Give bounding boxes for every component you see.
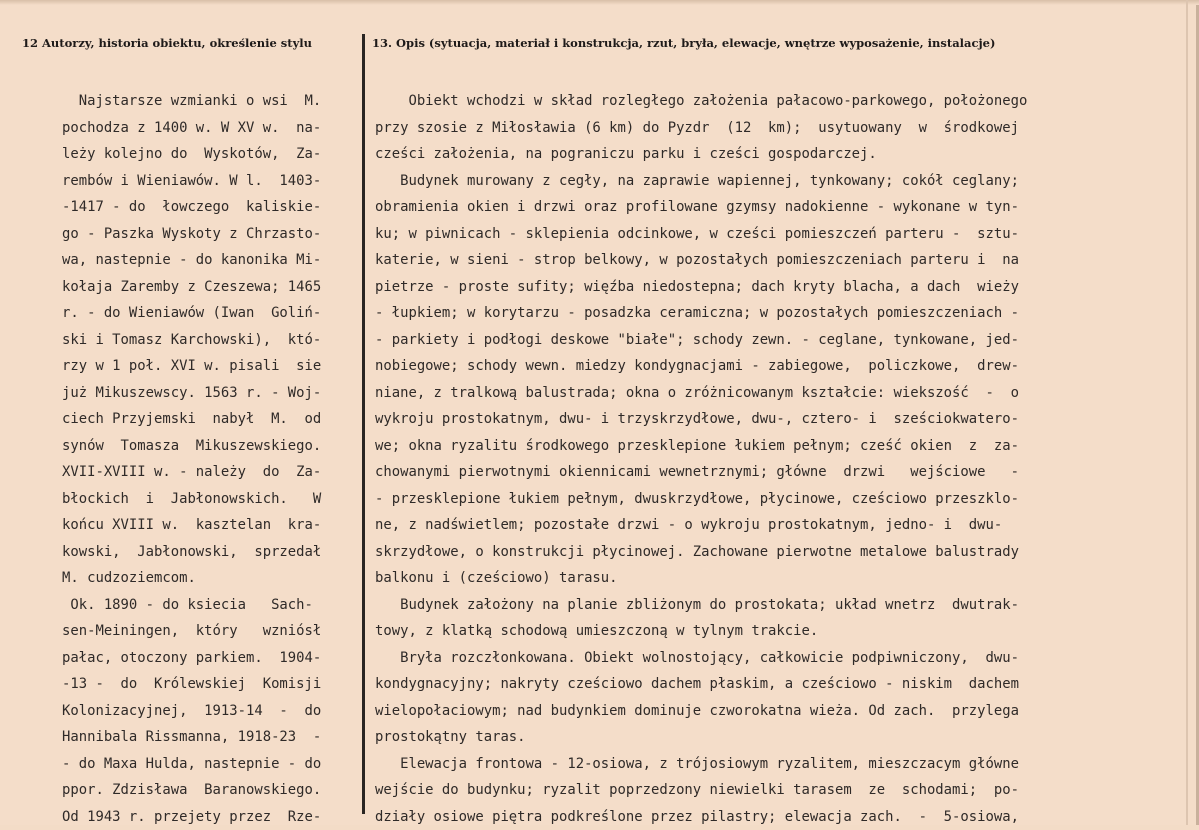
history-text-line: rembów i Wieniawów. W l. 1403- — [62, 168, 350, 195]
history-text-line: pochodza z 1400 w. W XV w. na- — [62, 115, 350, 142]
history-text-line: Najstarsze wzmianki o wsi M. — [62, 88, 350, 115]
description-text-line: wejście do budynku; ryzalit poprzedzony niewielki tarasem ze schodami; po- — [375, 777, 1153, 804]
card-top-edge — [0, 0, 1199, 5]
history-text-line: go - Paszka Wyskoty z Chrzasto- — [62, 221, 350, 248]
description-text-line: wielopołaciowym; nad budynkiem dominuje czworokatna wieża. Od zach. przylega — [375, 698, 1153, 725]
description-text-line: we; okna ryzalitu środkowego przesklepione łukiem pełnym; cześć okien z za- — [375, 433, 1153, 460]
description-text-line: ne, z nadświetlem; pozostałe drzwi - o wykroju prostokatnym, jedno- i dwu- — [375, 512, 1153, 539]
description-text-line: pietrze - proste sufity; więźba niedostepna; dach kryty blacha, a dach wieży — [375, 274, 1153, 301]
history-text-column — [62, 88, 350, 830]
description-text-line: cześci założenia, na pograniczu parku i cześci gospodarczej. — [375, 141, 1153, 168]
history-text-line: ski i Tomasz Karchowski), któ- — [62, 327, 350, 354]
description-text-line: ku; w piwnicach - sklepienia odcinkowe, w cześci pomieszczeń parteru - sztu- — [375, 221, 1153, 248]
history-text-line: sen-Meiningen, który wzniósł — [62, 618, 350, 645]
description-text-line: towy, z klatką schodową umieszczoną w tylnym trakcie. — [375, 618, 1153, 645]
section-12-header: 12 Autorzy, historia obiektu, określenie stylu — [22, 36, 312, 50]
history-text-line: Hannibala Rissmanna, 1918-23 - — [62, 724, 350, 751]
section-13-header: 13. Opis (sytuacja, materiał i konstrukcja, rzut, bryła, elewacje, wnętrze wyposażenie, instalacje) — [372, 36, 995, 50]
history-text-line: Kolonizacyjnej, 1913-14 - do — [62, 698, 350, 725]
history-text-line: Od 1943 r. przejety przez Rze- — [62, 804, 350, 830]
card-right-edge — [1186, 0, 1188, 825]
description-text-line: niane, z tralkową balustrada; okna o zróżnicowanym kształcie: wiekszość - o — [375, 380, 1153, 407]
description-text-line: kondygnacyjny; nakryty cześciowo dachem płaskim, a cześciowo - niskim dachem — [375, 671, 1153, 698]
history-text-line: M. cudzoziemcom. — [62, 565, 350, 592]
history-text-line: -13 - do Królewskiej Komisji — [62, 671, 350, 698]
history-text-line: pałac, otoczony parkiem. 1904- — [62, 645, 350, 672]
history-text-line: synów Tomasza Mikuszewskiego. — [62, 433, 350, 460]
description-text-line: przy szosie z Miłosławia (6 km) do Pyzdr (12 km); usytuowany w środkowej — [375, 115, 1153, 142]
description-text-line: Elewacja frontowa - 12-osiowa, z trójosiowym ryzalitem, mieszczacym główne — [375, 751, 1153, 778]
history-text-line: kołaja Zaremby z Czeszewa; 1465 — [62, 274, 350, 301]
history-text-line: ciech Przyjemski nabył M. od — [62, 406, 350, 433]
description-text-line: Budynek murowany z cegły, na zaprawie wapiennej, tynkowany; cokół ceglany; — [375, 168, 1153, 195]
column-divider — [362, 34, 365, 814]
description-text-line: skrzydłowe, o konstrukcji płycinowej. Zachowane pierwotne metalowe balustrady — [375, 539, 1153, 566]
description-text-line: wykroju prostokatnym, dwu- i trzyskrzydłowe, dwu-, cztero- i sześciokwatero- — [375, 406, 1153, 433]
description-text-line: Obiekt wchodzi w skład rozległego założenia pałacowo-parkowego, położonego — [375, 88, 1153, 115]
description-text-line: prostokątny taras. — [375, 724, 1153, 751]
history-text-line: już Mikuszewscy. 1563 r. - Woj- — [62, 380, 350, 407]
history-text-line: leży kolejno do Wyskotów, Za- — [62, 141, 350, 168]
history-text-line: rzy w 1 poł. XVI w. pisali sie — [62, 353, 350, 380]
history-text-line: - do Maxa Hulda, nastepnie - do — [62, 751, 350, 778]
history-text-line: kowski, Jabłonowski, sprzedał — [62, 539, 350, 566]
history-text-line: końcu XVIII w. kasztelan kra- — [62, 512, 350, 539]
description-text-line: balkonu i (cześciowo) tarasu. — [375, 565, 1153, 592]
description-text-line: nobiegowe; schody wewn. miedzy kondygnacjami - zabiegowe, policzkowe, drew- — [375, 353, 1153, 380]
description-text-line: - łupkiem; w korytarzu - posadzka ceramiczna; w pozostałych pomieszczeniach - — [375, 300, 1153, 327]
history-text-line: XVII-XVIII w. - należy do Za- — [62, 459, 350, 486]
history-text-line: wa, nastepnie - do kanonika Mi- — [62, 247, 350, 274]
history-text-line: Ok. 1890 - do ksiecia Sach- — [62, 592, 350, 619]
description-text-line: chowanymi pierwotnymi okiennicami wewnetrznymi; główne drzwi wejściowe - — [375, 459, 1153, 486]
history-text-line: ppor. Zdzisława Baranowskiego. — [62, 777, 350, 804]
history-text-line: -1417 - do łowczego kaliskie- — [62, 194, 350, 221]
description-text-column — [375, 88, 1153, 830]
description-text-line: - przesklepione łukiem pełnym, dwuskrzydłowe, płycinowe, cześciowo przeszklo- — [375, 486, 1153, 513]
history-text-line: błockich i Jabłonowskich. W — [62, 486, 350, 513]
description-text-line: obramienia okien i drzwi oraz profilowane gzymsy nadokienne - wykonane w tyn- — [375, 194, 1153, 221]
description-text-line: działy osiowe piętra podkreślone przez pilastry; elewacja zach. - 5-osiowa, — [375, 804, 1153, 830]
description-text-line: katerie, w sieni - strop belkowy, w pozostałych pomieszczeniach parteru i na — [375, 247, 1153, 274]
description-text-line: Budynek założony na planie zbliżonym do prostokata; układ wnetrz dwutrak- — [375, 592, 1153, 619]
description-text-line: - parkiety i podłogi deskowe "białe"; schody zewn. - ceglane, tynkowane, jed- — [375, 327, 1153, 354]
history-text-line: r. - do Wieniawów (Iwan Goliń- — [62, 300, 350, 327]
description-text-line: Bryła rozczłonkowana. Obiekt wolnostojący, całkowicie podpiwniczony, dwu- — [375, 645, 1153, 672]
